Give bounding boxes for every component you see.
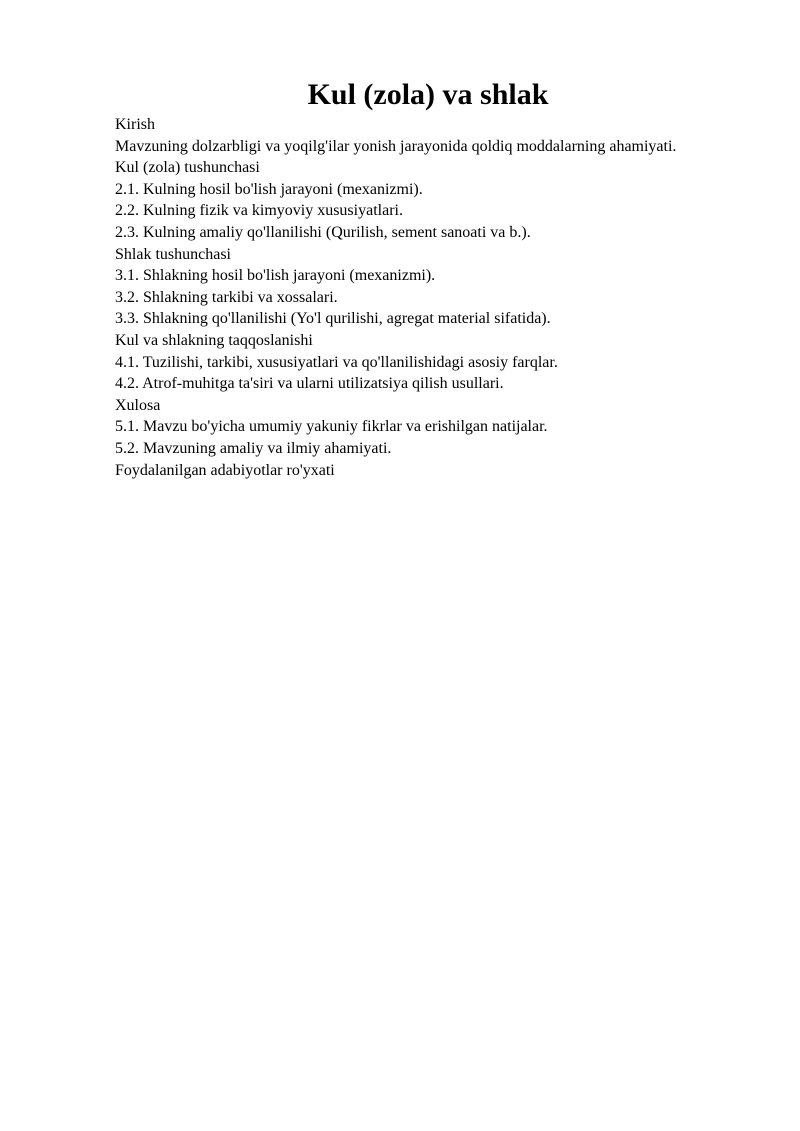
section-heading-ash: Kul (zola) tushunchasi — [115, 159, 260, 177]
subsection-3-2: 3.2. Shlakning tarkibi va xossalari. — [115, 288, 338, 306]
subsection-3-3: 3.3. Shlakning qo'llanilishi (Yo'l qurilishi, agregat material sifatida). — [115, 310, 551, 328]
intro-text: Mavzuning dolzarbligi va yoqilg'ilar yonish jarayonida qoldiq moddalarning ahamiyati. — [115, 137, 677, 155]
section-heading-references: Foydalanilgan adabiyotlar ro'yxati — [115, 461, 335, 479]
section-heading-comparison: Kul va shlakning taqqoslanishi — [115, 331, 313, 349]
subsection-2-3: 2.3. Kulning amaliy qo'llanilishi (Qurilish, sement sanoati va b.). — [115, 223, 531, 241]
subsection-4-2: 4.2. Atrof-muhitga ta'siri va ularni utilizatsiya qilish usullari. — [115, 375, 504, 393]
subsection-2-2: 2.2. Kulning fizik va kimyoviy xususiyatlari. — [115, 202, 403, 220]
subsection-5-1: 5.1. Mavzu bo'yicha umumiy yakuniy fikrlar va erishilgan natijalar. — [115, 418, 548, 436]
document-title: Kul (zola) va shlak — [307, 78, 549, 111]
subsection-3-1: 3.1. Shlakning hosil bo'lish jarayoni (mexanizmi). — [115, 267, 436, 285]
document-body — [115, 114, 715, 481]
subsection-5-2: 5.2. Mavzuning amaliy va ilmiy ahamiyati. — [115, 439, 392, 457]
subsection-4-1: 4.1. Tuzilishi, tarkibi, xususiyatlari va qo'llanilishidagi asosiy farqlar. — [115, 353, 558, 371]
subsection-2-1: 2.1. Kulning hosil bo'lish jarayoni (mexanizmi). — [115, 180, 423, 198]
section-heading-conclusion: Xulosa — [115, 396, 161, 414]
section-heading-slag: Shlak tushunchasi — [115, 245, 231, 263]
section-heading-intro: Kirish — [115, 116, 155, 133]
